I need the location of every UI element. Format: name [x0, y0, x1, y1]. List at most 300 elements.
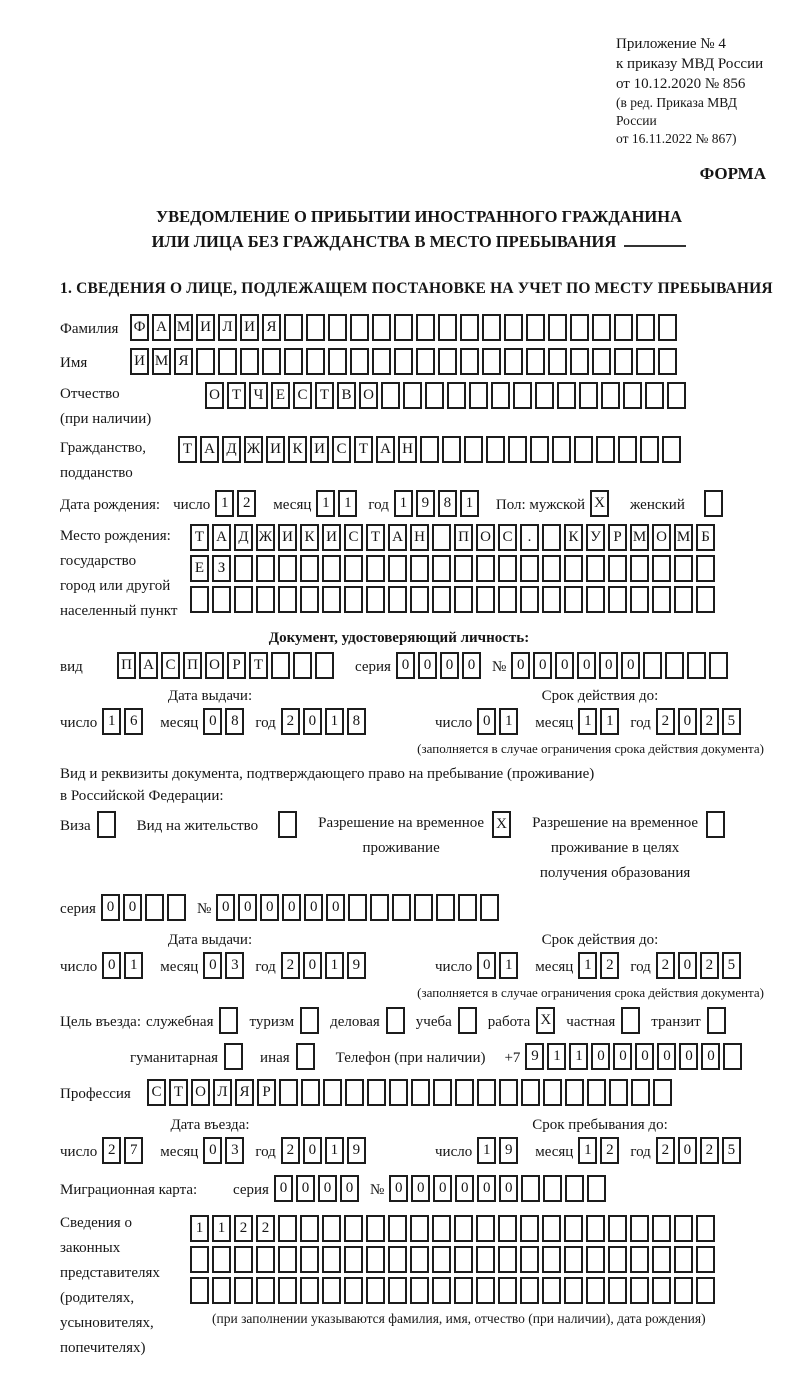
char-box[interactable] — [486, 436, 505, 463]
char-box[interactable] — [707, 1007, 726, 1034]
char-box[interactable]: 1 — [212, 1215, 231, 1242]
char-box[interactable] — [564, 1215, 583, 1242]
char-box[interactable] — [234, 586, 253, 613]
char-box[interactable] — [469, 382, 488, 409]
char-box[interactable]: 8 — [225, 708, 244, 735]
char-box[interactable] — [530, 436, 549, 463]
char-box[interactable] — [438, 348, 457, 375]
char-box[interactable]: 1 — [394, 490, 413, 517]
char-box[interactable]: Р — [227, 652, 246, 679]
char-box[interactable]: Ф — [130, 314, 149, 341]
char-box[interactable] — [293, 652, 312, 679]
char-box[interactable]: О — [359, 382, 378, 409]
char-box[interactable] — [454, 1215, 473, 1242]
char-box[interactable]: 0 — [533, 652, 552, 679]
char-box[interactable] — [344, 1277, 363, 1304]
char-box[interactable]: А — [152, 314, 171, 341]
char-box[interactable] — [167, 894, 186, 921]
char-box[interactable] — [704, 490, 723, 517]
char-box[interactable] — [565, 1079, 584, 1106]
char-box[interactable] — [608, 555, 627, 582]
char-box[interactable]: Е — [271, 382, 290, 409]
char-box[interactable] — [328, 314, 347, 341]
char-box[interactable] — [366, 1215, 385, 1242]
char-box[interactable] — [322, 586, 341, 613]
char-box[interactable]: И — [310, 436, 329, 463]
char-box[interactable] — [696, 586, 715, 613]
char-box[interactable]: 0 — [477, 1175, 496, 1202]
char-box[interactable]: Т — [169, 1079, 188, 1106]
char-box[interactable]: 1 — [325, 708, 344, 735]
char-box[interactable]: 1 — [460, 490, 479, 517]
char-box[interactable] — [425, 382, 444, 409]
char-box[interactable] — [460, 314, 479, 341]
char-box[interactable] — [410, 1277, 429, 1304]
char-box[interactable]: О — [205, 382, 224, 409]
char-box[interactable] — [284, 314, 303, 341]
char-box[interactable] — [586, 555, 605, 582]
char-box[interactable]: 0 — [318, 1175, 337, 1202]
char-box[interactable] — [432, 555, 451, 582]
char-box[interactable]: 6 — [124, 708, 143, 735]
char-box[interactable] — [491, 382, 510, 409]
char-box[interactable] — [386, 1007, 405, 1034]
char-box[interactable] — [381, 382, 400, 409]
char-box[interactable]: 1 — [477, 1137, 496, 1164]
char-box[interactable] — [366, 586, 385, 613]
char-box[interactable] — [447, 382, 466, 409]
char-box[interactable]: 0 — [577, 652, 596, 679]
char-box[interactable] — [586, 1277, 605, 1304]
char-box[interactable]: 2 — [656, 952, 675, 979]
char-box[interactable] — [706, 811, 725, 838]
char-box[interactable] — [212, 586, 231, 613]
char-box[interactable] — [658, 348, 677, 375]
char-box[interactable]: И — [196, 314, 215, 341]
char-box[interactable] — [218, 348, 237, 375]
char-box[interactable] — [414, 894, 433, 921]
char-box[interactable] — [480, 894, 499, 921]
char-box[interactable] — [653, 1079, 672, 1106]
char-box[interactable] — [411, 1079, 430, 1106]
char-box[interactable]: Ж — [244, 436, 263, 463]
char-box[interactable] — [574, 436, 593, 463]
char-box[interactable]: 0 — [238, 894, 257, 921]
char-box[interactable]: 7 — [124, 1137, 143, 1164]
char-box[interactable] — [709, 652, 728, 679]
char-box[interactable]: 0 — [678, 1137, 697, 1164]
char-box[interactable] — [454, 1277, 473, 1304]
char-box[interactable] — [674, 555, 693, 582]
char-box[interactable] — [442, 436, 461, 463]
char-box[interactable]: Н — [398, 436, 417, 463]
char-box[interactable] — [458, 894, 477, 921]
char-box[interactable] — [520, 555, 539, 582]
char-box[interactable]: 2 — [237, 490, 256, 517]
char-box[interactable] — [278, 586, 297, 613]
char-box[interactable]: 9 — [416, 490, 435, 517]
char-box[interactable]: 0 — [203, 708, 222, 735]
char-box[interactable] — [696, 1215, 715, 1242]
char-box[interactable]: 9 — [347, 1137, 366, 1164]
char-box[interactable] — [723, 1043, 742, 1070]
char-box[interactable] — [526, 314, 545, 341]
char-box[interactable] — [388, 586, 407, 613]
char-box[interactable] — [455, 1079, 474, 1106]
char-box[interactable]: 2 — [700, 1137, 719, 1164]
char-box[interactable]: 0 — [679, 1043, 698, 1070]
char-box[interactable]: 0 — [102, 952, 121, 979]
char-box[interactable] — [482, 314, 501, 341]
char-box[interactable] — [278, 811, 297, 838]
char-box[interactable] — [636, 348, 655, 375]
char-box[interactable]: А — [139, 652, 158, 679]
char-box[interactable] — [630, 1277, 649, 1304]
char-box[interactable] — [696, 555, 715, 582]
char-box[interactable]: Ч — [249, 382, 268, 409]
char-box[interactable] — [667, 382, 686, 409]
char-box[interactable]: X — [492, 811, 511, 838]
char-box[interactable] — [300, 555, 319, 582]
char-box[interactable] — [432, 1215, 451, 1242]
char-box[interactable] — [350, 348, 369, 375]
char-box[interactable]: К — [564, 524, 583, 551]
char-box[interactable] — [564, 586, 583, 613]
char-box[interactable] — [389, 1079, 408, 1106]
char-box[interactable]: 0 — [303, 1137, 322, 1164]
char-box[interactable]: 2 — [281, 708, 300, 735]
char-box[interactable] — [482, 348, 501, 375]
char-box[interactable] — [212, 1277, 231, 1304]
char-box[interactable] — [520, 586, 539, 613]
char-box[interactable] — [278, 1246, 297, 1273]
char-box[interactable] — [388, 1215, 407, 1242]
char-box[interactable] — [542, 555, 561, 582]
char-box[interactable]: 2 — [281, 1137, 300, 1164]
char-box[interactable] — [366, 555, 385, 582]
char-box[interactable] — [322, 1277, 341, 1304]
char-box[interactable] — [552, 436, 571, 463]
char-box[interactable] — [696, 1277, 715, 1304]
char-box[interactable]: Т — [354, 436, 373, 463]
char-box[interactable]: В — [337, 382, 356, 409]
char-box[interactable] — [344, 1215, 363, 1242]
char-box[interactable] — [476, 1215, 495, 1242]
char-box[interactable]: К — [300, 524, 319, 551]
char-box[interactable]: 9 — [347, 952, 366, 979]
char-box[interactable]: 2 — [102, 1137, 121, 1164]
char-box[interactable] — [300, 1007, 319, 1034]
char-box[interactable] — [477, 1079, 496, 1106]
char-box[interactable] — [592, 348, 611, 375]
char-box[interactable]: 2 — [700, 708, 719, 735]
char-box[interactable]: 3 — [225, 1137, 244, 1164]
char-box[interactable] — [476, 586, 495, 613]
char-box[interactable] — [542, 1277, 561, 1304]
char-box[interactable] — [344, 555, 363, 582]
char-box[interactable] — [498, 586, 517, 613]
char-box[interactable]: 0 — [511, 652, 530, 679]
char-box[interactable] — [262, 348, 281, 375]
char-box[interactable]: С — [498, 524, 517, 551]
char-box[interactable] — [570, 348, 589, 375]
char-box[interactable]: 0 — [326, 894, 345, 921]
char-box[interactable] — [367, 1079, 386, 1106]
char-box[interactable] — [190, 586, 209, 613]
char-box[interactable]: 0 — [440, 652, 459, 679]
char-box[interactable] — [508, 436, 527, 463]
char-box[interactable] — [454, 1246, 473, 1273]
char-box[interactable] — [97, 811, 116, 838]
char-box[interactable] — [674, 1277, 693, 1304]
char-box[interactable] — [344, 1246, 363, 1273]
char-box[interactable]: 5 — [722, 1137, 741, 1164]
char-box[interactable] — [548, 348, 567, 375]
char-box[interactable]: 1 — [578, 1137, 597, 1164]
char-box[interactable] — [543, 1175, 562, 1202]
char-box[interactable] — [476, 555, 495, 582]
char-box[interactable] — [498, 1277, 517, 1304]
char-box[interactable] — [190, 1277, 209, 1304]
char-box[interactable] — [526, 348, 545, 375]
char-box[interactable]: 0 — [296, 1175, 315, 1202]
char-box[interactable] — [328, 348, 347, 375]
char-box[interactable] — [366, 1277, 385, 1304]
char-box[interactable] — [190, 1246, 209, 1273]
char-box[interactable] — [614, 348, 633, 375]
char-box[interactable]: С — [293, 382, 312, 409]
char-box[interactable] — [432, 524, 451, 551]
char-box[interactable]: Н — [410, 524, 429, 551]
char-box[interactable] — [513, 382, 532, 409]
char-box[interactable]: 0 — [657, 1043, 676, 1070]
char-box[interactable]: 1 — [190, 1215, 209, 1242]
char-box[interactable]: М — [674, 524, 693, 551]
char-box[interactable]: 8 — [438, 490, 457, 517]
char-box[interactable]: 2 — [600, 1137, 619, 1164]
char-box[interactable]: 1 — [578, 952, 597, 979]
char-box[interactable]: 0 — [678, 708, 697, 735]
char-box[interactable] — [322, 555, 341, 582]
char-box[interactable]: 0 — [477, 708, 496, 735]
char-box[interactable]: С — [147, 1079, 166, 1106]
char-box[interactable] — [652, 1277, 671, 1304]
char-box[interactable] — [300, 1277, 319, 1304]
char-box[interactable]: 0 — [216, 894, 235, 921]
char-box[interactable]: П — [117, 652, 136, 679]
char-box[interactable]: И — [130, 348, 149, 375]
char-box[interactable] — [504, 314, 523, 341]
char-box[interactable] — [564, 1277, 583, 1304]
char-box[interactable] — [499, 1079, 518, 1106]
char-box[interactable] — [498, 1246, 517, 1273]
char-box[interactable]: С — [344, 524, 363, 551]
char-box[interactable]: Д — [234, 524, 253, 551]
char-box[interactable] — [696, 1246, 715, 1273]
char-box[interactable] — [643, 652, 662, 679]
char-box[interactable] — [388, 1277, 407, 1304]
char-box[interactable]: 0 — [203, 1137, 222, 1164]
char-box[interactable]: 0 — [455, 1175, 474, 1202]
char-box[interactable]: Т — [190, 524, 209, 551]
char-box[interactable] — [388, 1246, 407, 1273]
char-box[interactable]: 0 — [260, 894, 279, 921]
char-box[interactable] — [658, 314, 677, 341]
char-box[interactable] — [300, 1215, 319, 1242]
char-box[interactable]: П — [183, 652, 202, 679]
char-box[interactable] — [587, 1175, 606, 1202]
char-box[interactable] — [630, 555, 649, 582]
char-box[interactable] — [652, 1215, 671, 1242]
char-box[interactable] — [458, 1007, 477, 1034]
char-box[interactable] — [543, 1079, 562, 1106]
char-box[interactable] — [623, 382, 642, 409]
char-box[interactable]: 9 — [499, 1137, 518, 1164]
char-box[interactable]: 5 — [722, 952, 741, 979]
char-box[interactable] — [279, 1079, 298, 1106]
char-box[interactable]: Д — [222, 436, 241, 463]
char-box[interactable] — [618, 436, 637, 463]
char-box[interactable] — [432, 1246, 451, 1273]
char-box[interactable]: 1 — [547, 1043, 566, 1070]
char-box[interactable]: А — [200, 436, 219, 463]
char-box[interactable] — [636, 314, 655, 341]
char-box[interactable] — [674, 1246, 693, 1273]
char-box[interactable]: О — [205, 652, 224, 679]
char-box[interactable] — [345, 1079, 364, 1106]
char-box[interactable] — [652, 555, 671, 582]
char-box[interactable] — [433, 1079, 452, 1106]
char-box[interactable] — [579, 382, 598, 409]
char-box[interactable] — [498, 555, 517, 582]
char-box[interactable]: Т — [178, 436, 197, 463]
char-box[interactable] — [608, 1246, 627, 1273]
char-box[interactable]: 1 — [316, 490, 335, 517]
char-box[interactable] — [234, 1277, 253, 1304]
char-box[interactable] — [542, 586, 561, 613]
char-box[interactable]: 0 — [701, 1043, 720, 1070]
char-box[interactable]: 0 — [274, 1175, 293, 1202]
char-box[interactable]: П — [454, 524, 473, 551]
char-box[interactable]: 1 — [325, 952, 344, 979]
char-box[interactable] — [416, 314, 435, 341]
char-box[interactable]: Т — [249, 652, 268, 679]
char-box[interactable]: С — [161, 652, 180, 679]
char-box[interactable] — [498, 1215, 517, 1242]
char-box[interactable] — [420, 436, 439, 463]
char-box[interactable]: 0 — [411, 1175, 430, 1202]
char-box[interactable] — [296, 1043, 315, 1070]
char-box[interactable] — [630, 586, 649, 613]
char-box[interactable] — [394, 348, 413, 375]
char-box[interactable] — [301, 1079, 320, 1106]
char-box[interactable] — [372, 314, 391, 341]
char-box[interactable] — [520, 1246, 539, 1273]
char-box[interactable] — [454, 586, 473, 613]
char-box[interactable]: 0 — [499, 1175, 518, 1202]
char-box[interactable]: 0 — [101, 894, 120, 921]
char-box[interactable]: М — [152, 348, 171, 375]
char-box[interactable] — [315, 652, 334, 679]
char-box[interactable]: У — [586, 524, 605, 551]
char-box[interactable]: И — [278, 524, 297, 551]
char-box[interactable]: 1 — [102, 708, 121, 735]
char-box[interactable] — [587, 1079, 606, 1106]
char-box[interactable] — [234, 1246, 253, 1273]
char-box[interactable]: С — [332, 436, 351, 463]
char-box[interactable] — [521, 1175, 540, 1202]
char-box[interactable]: Р — [257, 1079, 276, 1106]
char-box[interactable] — [476, 1277, 495, 1304]
char-box[interactable] — [366, 1246, 385, 1273]
char-box[interactable]: 1 — [338, 490, 357, 517]
char-box[interactable] — [145, 894, 164, 921]
char-box[interactable] — [557, 382, 576, 409]
char-box[interactable] — [630, 1215, 649, 1242]
char-box[interactable]: 0 — [635, 1043, 654, 1070]
char-box[interactable]: М — [630, 524, 649, 551]
char-box[interactable] — [410, 555, 429, 582]
char-box[interactable]: О — [476, 524, 495, 551]
char-box[interactable]: 0 — [678, 952, 697, 979]
char-box[interactable]: 0 — [555, 652, 574, 679]
char-box[interactable] — [410, 1215, 429, 1242]
char-box[interactable]: Т — [315, 382, 334, 409]
char-box[interactable]: 3 — [225, 952, 244, 979]
char-box[interactable] — [586, 1215, 605, 1242]
char-box[interactable] — [564, 1246, 583, 1273]
char-box[interactable] — [565, 1175, 584, 1202]
char-box[interactable] — [240, 348, 259, 375]
char-box[interactable] — [674, 1215, 693, 1242]
char-box[interactable] — [344, 586, 363, 613]
char-box[interactable] — [674, 586, 693, 613]
char-box[interactable]: О — [191, 1079, 210, 1106]
char-box[interactable]: 1 — [499, 952, 518, 979]
char-box[interactable]: 1 — [124, 952, 143, 979]
char-box[interactable]: 1 — [578, 708, 597, 735]
char-box[interactable]: 0 — [303, 708, 322, 735]
char-box[interactable]: О — [652, 524, 671, 551]
char-box[interactable] — [621, 1007, 640, 1034]
char-box[interactable] — [372, 348, 391, 375]
char-box[interactable]: К — [288, 436, 307, 463]
char-box[interactable]: Р — [608, 524, 627, 551]
char-box[interactable]: И — [240, 314, 259, 341]
char-box[interactable] — [410, 1246, 429, 1273]
char-box[interactable]: 2 — [281, 952, 300, 979]
char-box[interactable] — [645, 382, 664, 409]
char-box[interactable] — [403, 382, 422, 409]
char-box[interactable]: 9 — [525, 1043, 544, 1070]
char-box[interactable]: 0 — [613, 1043, 632, 1070]
char-box[interactable] — [196, 348, 215, 375]
char-box[interactable] — [256, 555, 275, 582]
char-box[interactable]: Я — [235, 1079, 254, 1106]
char-box[interactable]: 0 — [433, 1175, 452, 1202]
char-box[interactable] — [535, 382, 554, 409]
char-box[interactable]: А — [376, 436, 395, 463]
char-box[interactable] — [256, 1246, 275, 1273]
char-box[interactable] — [596, 436, 615, 463]
char-box[interactable]: З — [212, 555, 231, 582]
char-box[interactable] — [271, 652, 290, 679]
char-box[interactable]: Л — [213, 1079, 232, 1106]
char-box[interactable] — [284, 348, 303, 375]
char-box[interactable] — [348, 894, 367, 921]
char-box[interactable]: А — [212, 524, 231, 551]
char-box[interactable]: 8 — [347, 708, 366, 735]
